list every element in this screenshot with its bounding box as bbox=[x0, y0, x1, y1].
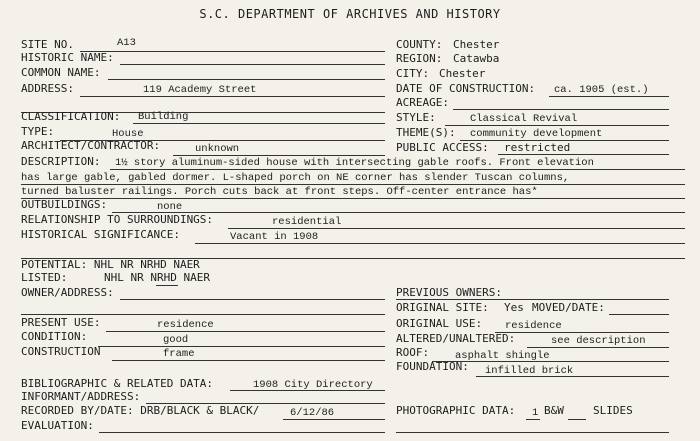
foundation-label: FOUNDATION: bbox=[396, 360, 469, 373]
condition-label: CONDITION: bbox=[21, 330, 88, 343]
construction-value: frame bbox=[163, 348, 195, 360]
listed-options: NHL NR NRHD NAER bbox=[104, 271, 210, 284]
acreage-label: ACREAGE: bbox=[396, 96, 449, 109]
outbuildings-value: none bbox=[157, 201, 183, 213]
present-use-label: PRESENT USE: bbox=[21, 316, 101, 329]
relationship-label: RELATIONSHIP TO SURROUNDINGS: bbox=[21, 213, 214, 226]
public-access-value: restricted bbox=[504, 141, 571, 154]
underline bbox=[476, 376, 669, 377]
altered-label: ALTERED/UNALTERED: bbox=[396, 332, 516, 345]
underline bbox=[112, 360, 385, 361]
underline bbox=[445, 125, 669, 126]
classification-value: Building bbox=[138, 111, 189, 123]
county-label: COUNTY: bbox=[396, 38, 443, 51]
style-label: STYLE: bbox=[396, 111, 436, 124]
roof-label: ROOF: bbox=[396, 346, 430, 359]
nrhd-underline bbox=[156, 285, 178, 286]
owner-label: OWNER/ADDRESS: bbox=[21, 286, 114, 299]
construction-label: CONSTRUCTION bbox=[21, 345, 101, 358]
bw-label: B&W bbox=[544, 404, 564, 417]
underline bbox=[453, 109, 669, 110]
original-use-label: ORIGINAL USE: bbox=[396, 317, 483, 330]
date-value: ca. 1905 (est.) bbox=[554, 84, 649, 96]
date-label: DATE OF CONSTRUCTION: bbox=[396, 82, 536, 95]
underline bbox=[80, 96, 385, 97]
theme-value: community development bbox=[470, 128, 603, 140]
underline bbox=[195, 243, 685, 244]
underline bbox=[120, 64, 385, 65]
underline bbox=[495, 332, 669, 333]
moved-date-label: MOVED/DATE: bbox=[532, 301, 605, 314]
classification-label: CLASSIFICATION: bbox=[21, 110, 121, 123]
underline bbox=[396, 299, 669, 300]
type-value: House bbox=[112, 128, 144, 140]
underline bbox=[80, 51, 385, 52]
listed-label: LISTED: bbox=[21, 271, 68, 284]
style-value: Classical Revival bbox=[470, 113, 578, 125]
type-label: TYPE: bbox=[21, 125, 55, 138]
underline bbox=[21, 184, 685, 185]
previous-owners-label: PREVIOUS OWNERS: bbox=[396, 286, 502, 299]
photo-label: PHOTOGRAPHIC DATA: bbox=[396, 404, 516, 417]
underline bbox=[230, 390, 385, 391]
form-header: S.C. DEPARTMENT OF ARCHIVES AND HISTORY bbox=[199, 7, 501, 21]
photo-count: 1 bbox=[532, 407, 539, 419]
underline bbox=[549, 96, 669, 97]
underline bbox=[568, 419, 586, 420]
outbuildings-label: OUTBUILDINGS: bbox=[21, 198, 108, 211]
description-line-3: turned baluster railings. Porch cuts back at front steps. Off-center entrance has* bbox=[21, 186, 538, 198]
evaluation-label: EVALUATION: bbox=[21, 419, 94, 432]
underline bbox=[526, 419, 540, 420]
region-label: REGION: bbox=[396, 52, 443, 65]
significance-label: HISTORICAL SIGNIFICANCE: bbox=[21, 228, 180, 241]
original-use-value: residence bbox=[505, 320, 562, 332]
original-site-label: ORIGINAL SITE: bbox=[396, 301, 489, 314]
site-no-label: SITE NO. bbox=[21, 38, 74, 51]
site-no-value: A13 bbox=[117, 37, 136, 49]
underline bbox=[98, 346, 385, 347]
present-use-value: residence bbox=[157, 319, 214, 331]
roof-value: asphalt shingle bbox=[455, 350, 550, 362]
altered-value: see description bbox=[551, 335, 646, 347]
recorded-date-value: 6/12/86 bbox=[290, 407, 335, 419]
original-site-value: Yes bbox=[504, 301, 524, 314]
underline bbox=[99, 432, 385, 433]
underline bbox=[21, 198, 685, 199]
biblio-label: BIBLIOGRAPHIC & RELATED DATA: bbox=[21, 377, 214, 390]
county-value: Chester bbox=[453, 38, 500, 51]
address-value: 119 Academy Street bbox=[143, 84, 257, 96]
underline bbox=[498, 154, 669, 155]
region-value: Catawba bbox=[453, 52, 500, 65]
biblio-value: 1908 City Directory bbox=[253, 379, 373, 391]
historic-name-label: HISTORIC NAME: bbox=[21, 51, 114, 64]
description-line-1: 1½ story aluminum-sided house with intersecting gable roofs. Front elevation bbox=[115, 157, 594, 169]
underline bbox=[106, 331, 385, 332]
underline bbox=[283, 419, 385, 420]
city-value: Chester bbox=[439, 67, 486, 80]
underline bbox=[108, 79, 385, 80]
underline bbox=[173, 155, 385, 156]
foundation-value: infilled brick bbox=[485, 365, 574, 377]
condition-value: good bbox=[163, 334, 189, 346]
underline bbox=[396, 432, 669, 433]
potential-label: POTENTIAL: NHL NR NRHD NAER bbox=[21, 258, 200, 271]
city-label: CITY: bbox=[396, 67, 430, 80]
underline bbox=[110, 169, 685, 170]
theme-label: THEME(S): bbox=[396, 126, 456, 139]
address-label: ADDRESS: bbox=[21, 82, 74, 95]
underline bbox=[133, 123, 385, 124]
architect-value: unknown bbox=[195, 143, 240, 155]
public-access-label: PUBLIC ACCESS: bbox=[396, 141, 489, 154]
informant-label: INFORMANT/ADDRESS: bbox=[21, 390, 141, 403]
underline bbox=[609, 314, 669, 315]
underline bbox=[228, 228, 685, 229]
description-line-2: has large gable, gabled dormer. L-shaped porch on NE corner has slender Tuscan columns, bbox=[21, 172, 570, 184]
slides-label: SLIDES bbox=[593, 404, 633, 417]
architect-label: ARCHITECT/CONTRACTOR: bbox=[21, 139, 161, 152]
common-name-label: COMMON NAME: bbox=[21, 66, 101, 79]
description-label: DESCRIPTION: bbox=[21, 155, 101, 168]
underline bbox=[21, 314, 385, 315]
underline bbox=[527, 347, 669, 348]
underline bbox=[120, 299, 385, 300]
relationship-value: residential bbox=[272, 216, 342, 228]
recorded-label: RECORDED BY/DATE: DRB/BLACK & BLACK/ bbox=[21, 404, 260, 417]
significance-value: Vacant in 1908 bbox=[230, 231, 319, 243]
